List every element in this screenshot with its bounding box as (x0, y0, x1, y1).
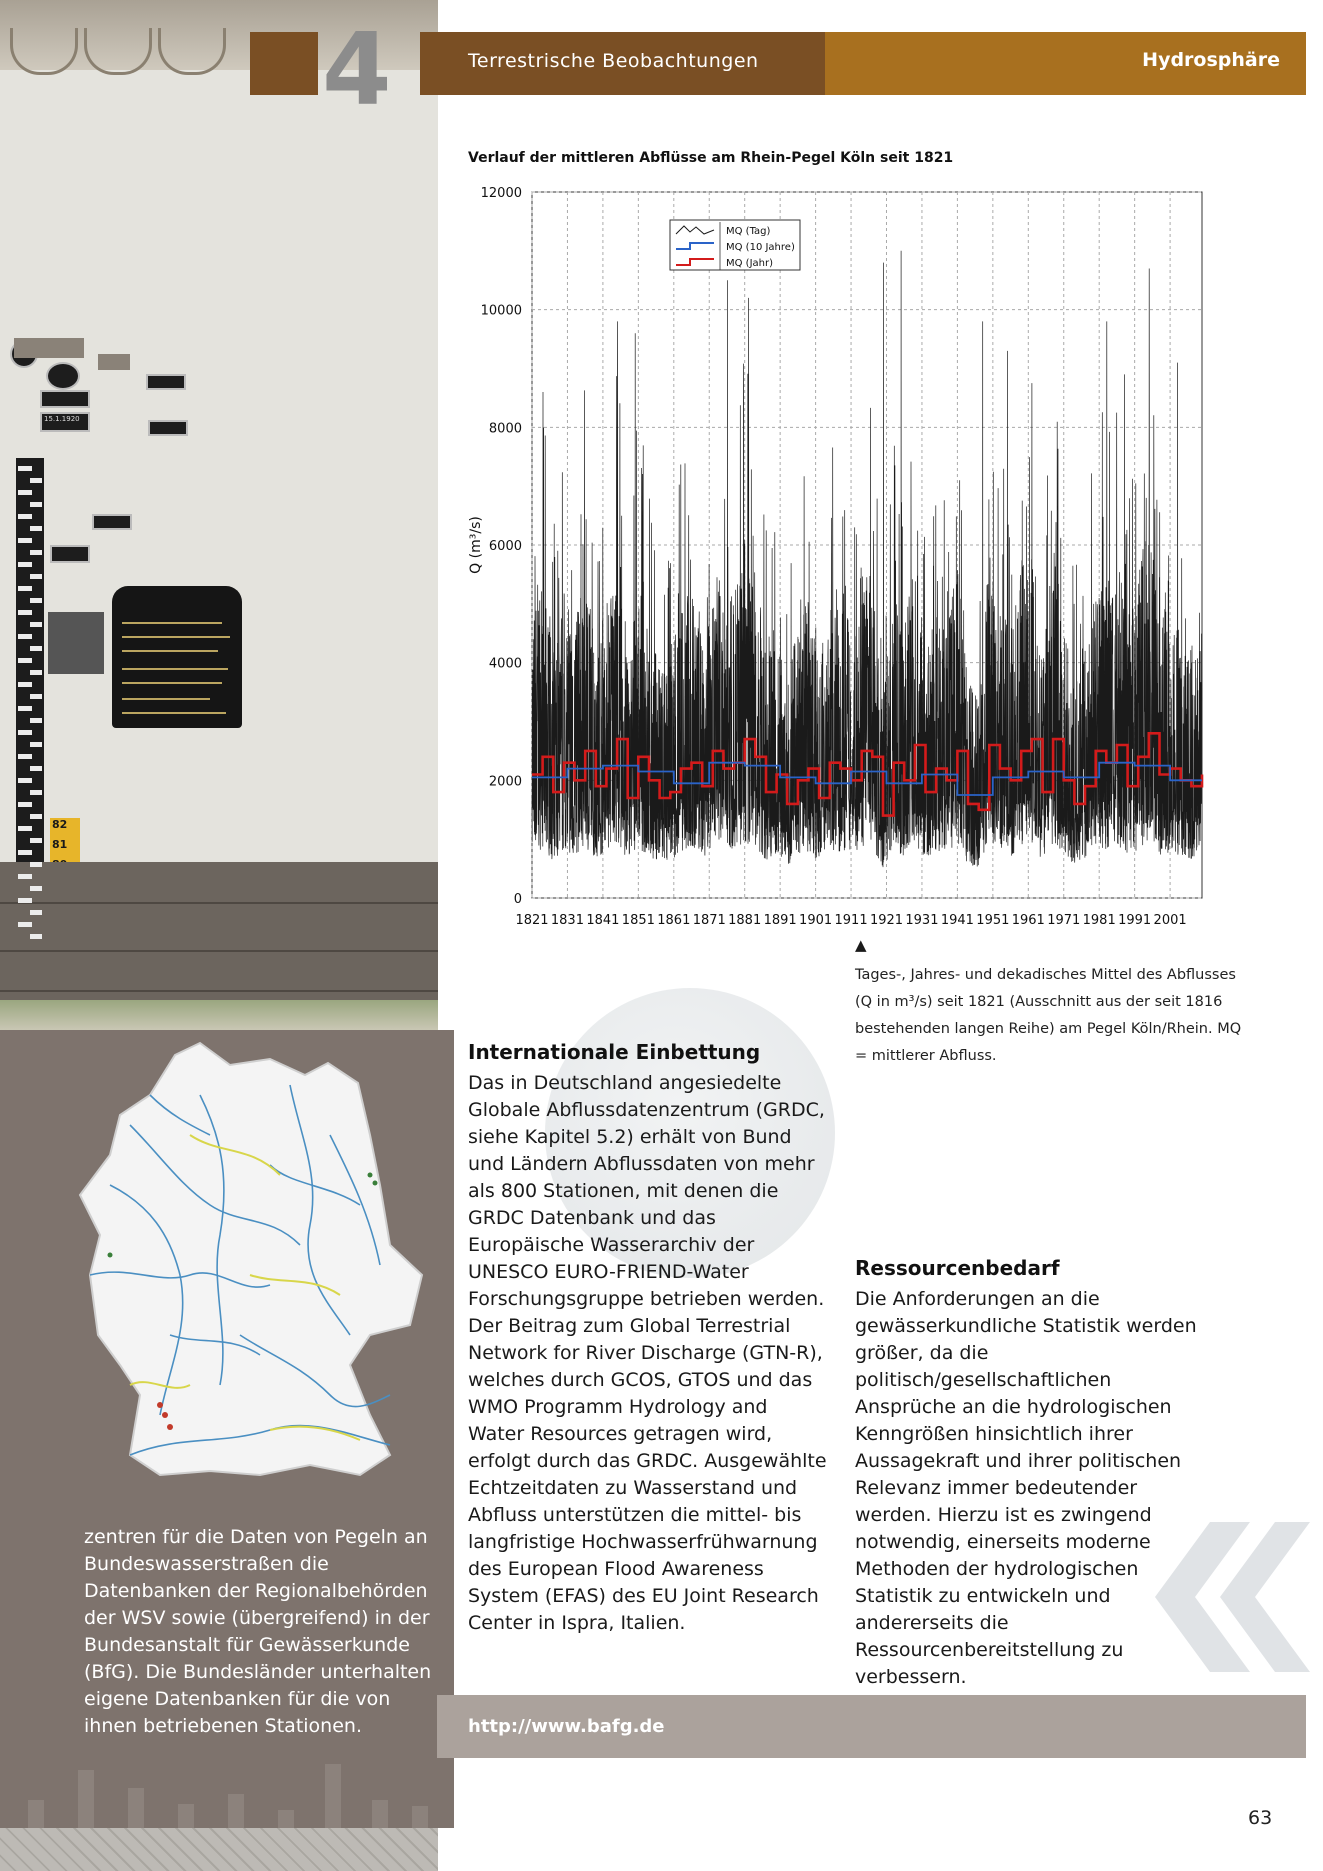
x-tick-label: 1921 (869, 913, 904, 928)
x-tick-label: 1861 (657, 913, 691, 928)
legend-label: MQ (Jahr) (726, 258, 774, 269)
gauge-tick (30, 622, 42, 627)
y-tick-label: 12000 (480, 186, 522, 201)
chart-caption: Tages-, Jahres- und dekadisches Mittel des Abflusses (Q in m³/s) seit 1821 (Ausschnitt aus der seit 1816 bestehenden langen Reihe) am Pegel Köln/Rhein. MQ = mittlerer Abfluss. (855, 967, 1242, 1064)
x-tick-label: 1871 (692, 913, 726, 928)
gauge-tick (30, 814, 42, 819)
gauge-number: 81 (52, 838, 68, 851)
y-tick-label: 4000 (488, 656, 522, 672)
gauge-tick (18, 610, 32, 615)
legend-label: MQ (10 Jahre) (726, 242, 795, 253)
gauge-tick (30, 598, 42, 603)
gauge-tick (18, 826, 32, 831)
gauge-tick (18, 922, 32, 927)
gauge-tick (18, 778, 32, 783)
gauge-tick (30, 766, 42, 771)
gauge-tick (18, 634, 32, 639)
plate-date: 15.1.1920 (44, 415, 80, 423)
gauge-tick (18, 898, 32, 903)
intl-heading: Internationale Einbettung (468, 1040, 761, 1064)
gauge-tick (30, 838, 42, 843)
paving-stones (0, 1828, 438, 1871)
resources-body: Die Anforderungen an die gewässerkundliche Statistik werden größer, da die politisch/gesellschaftlichen Ansprüche an die hydrologischen Kenngrößen hinsichtlich ihrer Aussagekraft und ihrer politischen Relevanz immer bedeutender werden. Hierzu ist es zwingend notwendig, einerseits moderne Methoden der hydrologischen Statistik zu entwickeln und andererseits die Ressourcenbereitstellung zu verbessern. (855, 1288, 1197, 1688)
x-tick-label: 1951 (976, 913, 1010, 928)
gauge-tick (18, 802, 32, 807)
x-tick-label: 1911 (834, 913, 868, 928)
gauge-wall-photo (0, 0, 438, 1030)
gauge-tick (30, 694, 42, 699)
gauge-tick (30, 790, 42, 795)
small-plate (146, 374, 186, 390)
discharge-chart (462, 176, 1222, 936)
x-tick-label: 1851 (621, 913, 655, 928)
gauge-tick (30, 718, 42, 723)
gauge-tick (18, 514, 32, 519)
x-tick-label: 1821 (515, 913, 549, 928)
commemorative-plaque (112, 586, 242, 728)
legend-label: MQ (Tag) (726, 226, 771, 237)
x-tick-label: 1901 (799, 913, 833, 928)
x-tick-label: 1931 (905, 913, 939, 928)
gauge-tick (30, 526, 42, 531)
small-plate (92, 514, 132, 530)
chapter-number: 4 (322, 11, 392, 128)
germany-river-map (70, 1035, 430, 1505)
gauge-number: 82 (52, 818, 68, 831)
gauge-tick (30, 502, 42, 507)
gauge-tick (30, 862, 42, 867)
x-tick-label: 1881 (728, 913, 762, 928)
gauge-tick (18, 490, 32, 495)
x-tick-label: 1981 (1082, 913, 1116, 928)
dark-panel (48, 612, 104, 674)
gauge-tick (18, 562, 32, 567)
y-tick-label: 6000 (488, 539, 522, 554)
gauge-tick (30, 646, 42, 651)
small-plate (50, 545, 90, 563)
small-plate (148, 420, 188, 436)
resources-heading: Ressourcenbedarf (855, 1256, 1060, 1280)
gauge-tick (30, 886, 42, 891)
gauge-tick (30, 478, 42, 483)
gauge-tick (18, 682, 32, 687)
intl-body: Das in Deutschland angesiedelte Globale Abflussdatenzentrum (GRDC, siehe Kapitel 5.2) erhält von Bund und Ländern Abflussdaten von mehr als 800 Stationen, mit denen die GRDC Datenbank und das Europäische Wasserarchiv der UNESCO EURO-FRIEND-Water Forschungsgruppe betrieben werden. Der Beitrag zum Global Terrestrial Network for River Discharge (GTN-R), welches durch GCOS, GTOS und das WMO Programm Hydrology and Water Resources getragen wird, erfolgt durch das GRDC. Ausgewählte Echtzeitdaten zu Wasserstand und Abfluss unterstützen die mittel- bis langfristige Hochwasserfrühwarnung des European Flood Awareness System (EFAS) des EU Joint Research Center in Ispra, Italien. (468, 1072, 827, 1634)
gauge-tick (18, 538, 32, 543)
gauge-tick (18, 730, 32, 735)
bar-decoration (0, 1760, 440, 1830)
section-title: Terrestrische Beobachtungen (468, 50, 759, 72)
map-panel-text: zentren für die Daten von Pegeln an Bundeswasserstraßen die Datenbanken der Regionalbehörden der WSV sowie (übergreifend) in der Bundesanstalt für Gewässerkunde (BfG). Die Bundesländer unterhalten eigene Datenbanken für die von ihnen betriebenen Stationen. (84, 1526, 432, 1737)
y-tick-label: 10000 (480, 303, 522, 319)
y-tick-label: 2000 (488, 774, 522, 790)
wall-patch (98, 354, 130, 370)
y-axis-label: Q (m³/s) (468, 516, 484, 574)
round-plate (46, 362, 80, 390)
wall-patch (14, 338, 84, 358)
x-tick-label: 1831 (550, 913, 584, 928)
germany-outline (80, 1043, 422, 1475)
small-plate (40, 390, 90, 408)
x-tick-label: 1991 (1118, 913, 1152, 928)
page-number: 63 (1248, 1807, 1273, 1829)
y-tick-label: 8000 (488, 421, 522, 437)
y-tick-label: 0 (513, 892, 522, 907)
header-number-block (250, 32, 318, 95)
topic-title: Hydrosphäre (1142, 49, 1280, 71)
website-link[interactable]: http://www.bafg.de (468, 1716, 665, 1737)
gauge-tick (18, 874, 32, 879)
x-tick-label: 1841 (586, 913, 620, 928)
gauge-tick (18, 466, 32, 471)
chart-title: Verlauf der mittleren Abflüsse am Rhein-Pegel Köln seit 1821 (468, 150, 954, 166)
date-plate (40, 412, 90, 432)
gauge-tick (30, 910, 42, 915)
gauge-tick (18, 586, 32, 591)
chevron-decoration (1150, 1522, 1310, 1672)
x-tick-label: 1971 (1047, 913, 1081, 928)
gauge-tick (30, 670, 42, 675)
x-tick-label: 1941 (940, 913, 974, 928)
gauge-tick (30, 742, 42, 747)
x-tick-label: 1961 (1011, 913, 1045, 928)
gauge-tick (18, 706, 32, 711)
gauge-tick (30, 934, 42, 939)
caption-marker: ▲ (855, 936, 867, 954)
gauge-tick (18, 658, 32, 663)
gauge-tick (30, 550, 42, 555)
x-tick-label: 2001 (1153, 913, 1187, 928)
gauge-tick (30, 574, 42, 579)
gauge-tick (18, 754, 32, 759)
x-tick-label: 1891 (763, 913, 797, 928)
gauge-tick (18, 850, 32, 855)
grass-strip (0, 1000, 438, 1030)
